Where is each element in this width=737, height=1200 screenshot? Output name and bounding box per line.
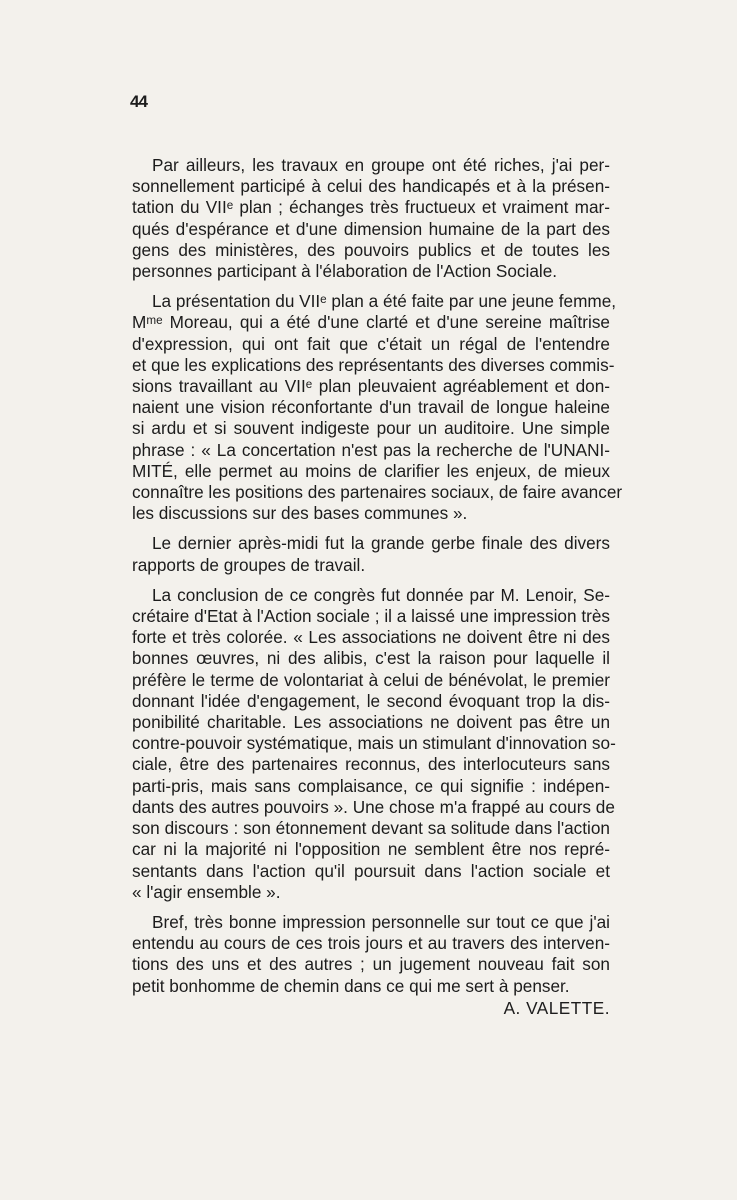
text-line: entendu au cours de ces trois jours et au travers des interven- xyxy=(132,933,610,954)
text-line: personnes participant à l'élaboration de l'Action Sociale. xyxy=(132,261,558,282)
paragraph-5 xyxy=(132,912,610,997)
paragraph-2 xyxy=(132,291,623,524)
paragraph-4 xyxy=(132,584,616,903)
article-body xyxy=(132,155,623,1006)
text-line: rapports de groupes de travail. xyxy=(132,554,366,575)
author-signature: A. VALETTE. xyxy=(503,998,610,1018)
text-line: Par ailleurs, les travaux en groupe ont été riches, j'ai per- xyxy=(152,155,610,175)
text-line: d'expression, qui ont fait que c'était un régal de l'entendre xyxy=(132,333,610,354)
text-line: phrase : « La concertation n'est pas la recherche de l'UNANI- xyxy=(132,439,610,460)
text-line: sentants dans l'action qu'il poursuit dans l'action sociale et xyxy=(132,860,610,881)
text-line: Mᵐᵉ Moreau, qui a été d'une clarté et d'une sereine maîtrise xyxy=(132,312,610,333)
text-line: dants des autres pouvoirs ». Une chose m'a frappé au cours de xyxy=(132,796,615,817)
text-line: préfère le terme de volontariat à celui de bénévolat, le premier xyxy=(132,669,610,690)
text-line: naient une vision réconfortante d'un travail de longue haleine xyxy=(132,397,610,418)
text-line: Le dernier après-midi fut la grande gerbe finale des divers xyxy=(152,533,610,554)
paragraph-1 xyxy=(132,155,610,282)
text-line: La présentation du VIIᵉ plan a été faite par une jeune femme, xyxy=(152,291,617,312)
text-line: sonnellement participé à celui des handicapés et à la présen- xyxy=(132,176,610,197)
text-line: MITÉ, elle permet au moins de clarifier les enjeux, de mieux xyxy=(132,460,610,481)
text-line: tation du VIIᵉ plan ; échanges très fructueux et vraiment mar- xyxy=(132,197,610,218)
text-line: son discours : son étonnement devant sa solitude dans l'action xyxy=(132,818,610,839)
text-line: donnant l'idée d'engagement, le second évoquant trop la dis- xyxy=(132,690,610,711)
page-number: 44 xyxy=(130,92,147,111)
text-line: les discussions sur des bases communes ». xyxy=(132,503,468,524)
text-line: gens des ministères, des pouvoirs publics et de toutes les xyxy=(132,239,610,260)
text-line: qués d'espérance et d'une dimension humaine de la part des xyxy=(132,218,610,239)
text-line: La conclusion de ce congrès fut donnée par M. Lenoir, Se- xyxy=(152,584,610,605)
text-line: « l'agir ensemble ». xyxy=(132,881,281,902)
text-line: parti-pris, mais sans complaisance, ce qui signifie : indépen- xyxy=(132,775,610,796)
text-line: contre-pouvoir systématique, mais un stimulant d'innovation so- xyxy=(132,733,616,754)
text-line: ciale, être des partenaires reconnus, des interlocuteurs sans xyxy=(132,754,610,775)
text-line: tions des uns et des autres ; un jugement nouveau fait son xyxy=(132,954,610,975)
text-line: connaître les positions des partenaires sociaux, de faire avancer xyxy=(132,482,623,503)
text-line: ponibilité charitable. Les associations ne doivent pas être un xyxy=(132,712,610,733)
text-line: sions travaillant au VIIᵉ plan pleuvaient agréablement et don- xyxy=(132,376,610,397)
text-line: car ni la majorité ni l'opposition ne semblent être nos repré- xyxy=(132,839,610,860)
text-line: forte et très colorée. « Les associations ne doivent être ni des xyxy=(132,627,610,648)
text-line: Bref, très bonne impression personnelle sur tout ce que j'ai xyxy=(152,911,610,932)
text-line: si ardu et si souvent indigeste pour un auditoire. Une simple xyxy=(132,418,610,439)
text-line: petit bonhomme de chemin dans ce qui me sert à penser. xyxy=(132,975,570,996)
text-line: crétaire d'Etat à l'Action sociale ; il a laissé une impression très xyxy=(132,606,610,627)
paragraph-3 xyxy=(132,533,610,575)
text-line: bonnes œuvres, ni des alibis, c'est la raison pour laquelle il xyxy=(132,648,610,669)
text-line: et que les explications des représentants des diverses commis- xyxy=(132,354,615,375)
